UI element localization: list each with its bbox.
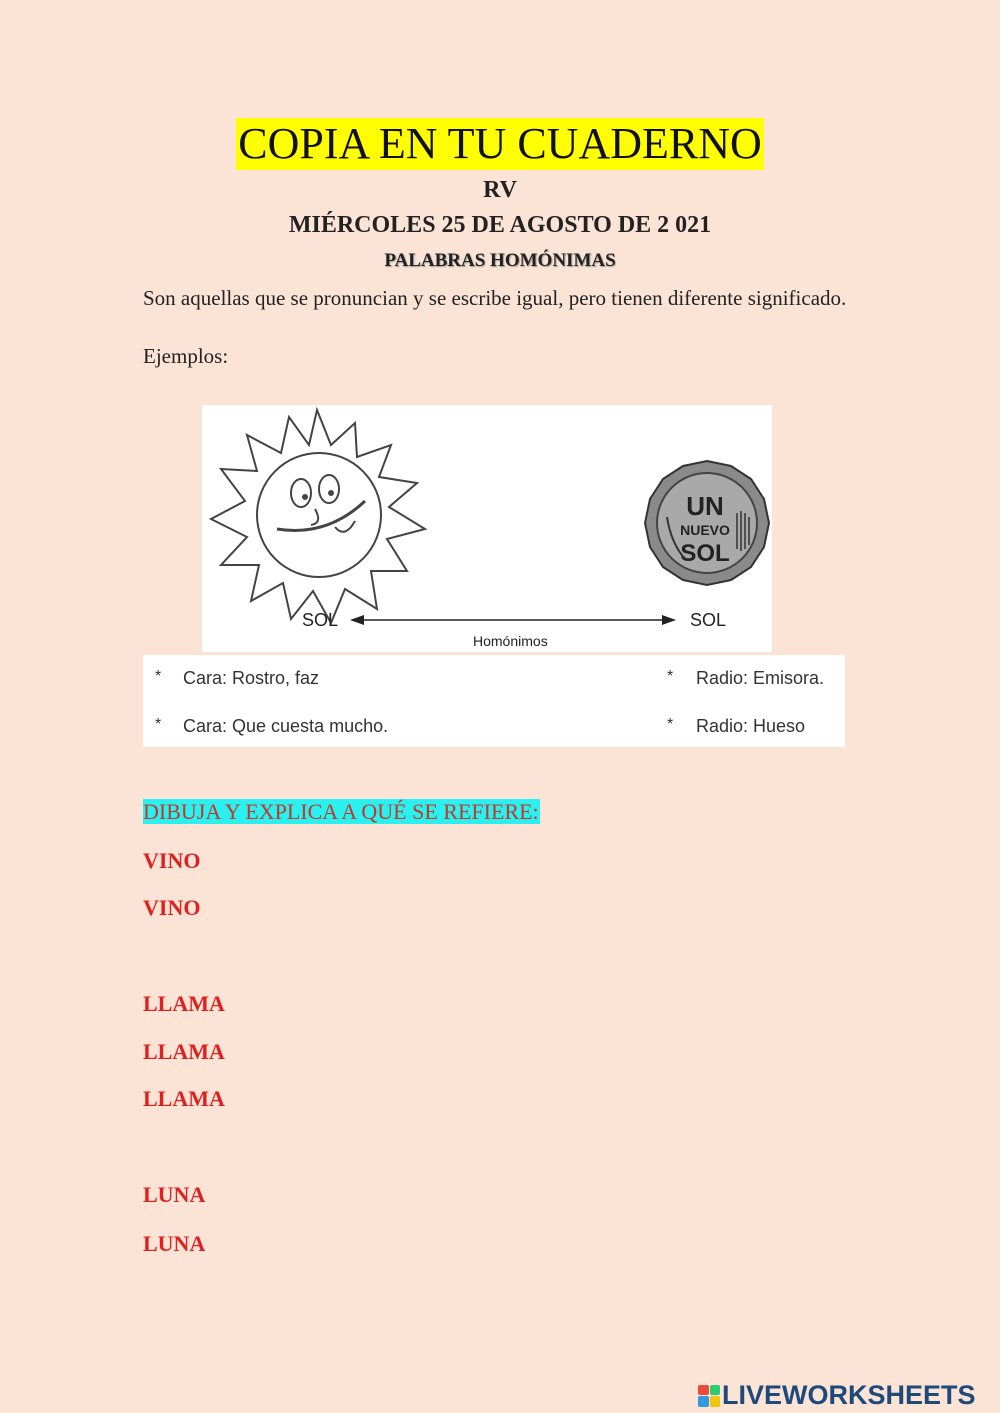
liveworksheets-logo [698,1380,976,1411]
word-luna-2: LUNA [143,1231,206,1256]
word-llama-3: LLAMA [143,1086,225,1111]
double-arrow-icon [350,615,676,625]
bullet-3: * [667,668,674,685]
sun-icon [211,410,425,623]
definition-right-2: Radio: Hueso [696,716,806,736]
instruction-text: DIBUJA Y EXPLICA A QUÉ SE REFIERE: [143,799,539,824]
topic-heading: PALABRAS HOMÓNIMAS [384,250,616,271]
bullet-2: * [155,716,162,733]
word-llama-2: LLAMA [143,1039,225,1064]
definitions-box [143,655,845,747]
date-heading: MIÉRCOLES 25 DE AGOSTO DE 2 021 [288,212,712,238]
word-llama-1: LLAMA [143,991,225,1016]
word-vino-2: VINO [143,895,201,920]
word-luna-1: LUNA [143,1182,206,1207]
liveworksheets-text: LIVEWORKSHEETS [722,1380,976,1410]
left-sol-label: SOL [302,610,339,630]
coin-text-un: UN [686,491,724,521]
coin-text-nuevo: NUEVO [680,522,730,538]
coin-icon [645,461,769,585]
liveworksheets-icon [698,1385,720,1407]
homonyms-label: Homónimos [473,633,548,649]
bullet-1: * [155,668,162,685]
sun-coin-illustration [202,405,772,652]
page-title: COPIA EN TU CUADERNO [238,119,762,168]
bullet-4: * [667,716,674,733]
subject-heading: RV [483,177,517,203]
examples-label: Ejemplos: [143,344,229,368]
definition-right-1: Radio: Emisora. [696,668,825,688]
right-sol-label: SOL [690,610,727,630]
homonym-figure [202,405,772,652]
title-wrap [0,118,1000,170]
definition-left-2: Cara: Que cuesta mucho. [183,716,389,736]
instruction-wrap [143,798,540,826]
coin-text-sol: SOL [680,540,730,567]
definition-text: Son aquellas que se pronuncian y se escribe igual, pero tienen diferente significado. [143,286,847,310]
definition-left-1: Cara: Rostro, faz [183,668,320,688]
word-vino-1: VINO [143,848,201,873]
